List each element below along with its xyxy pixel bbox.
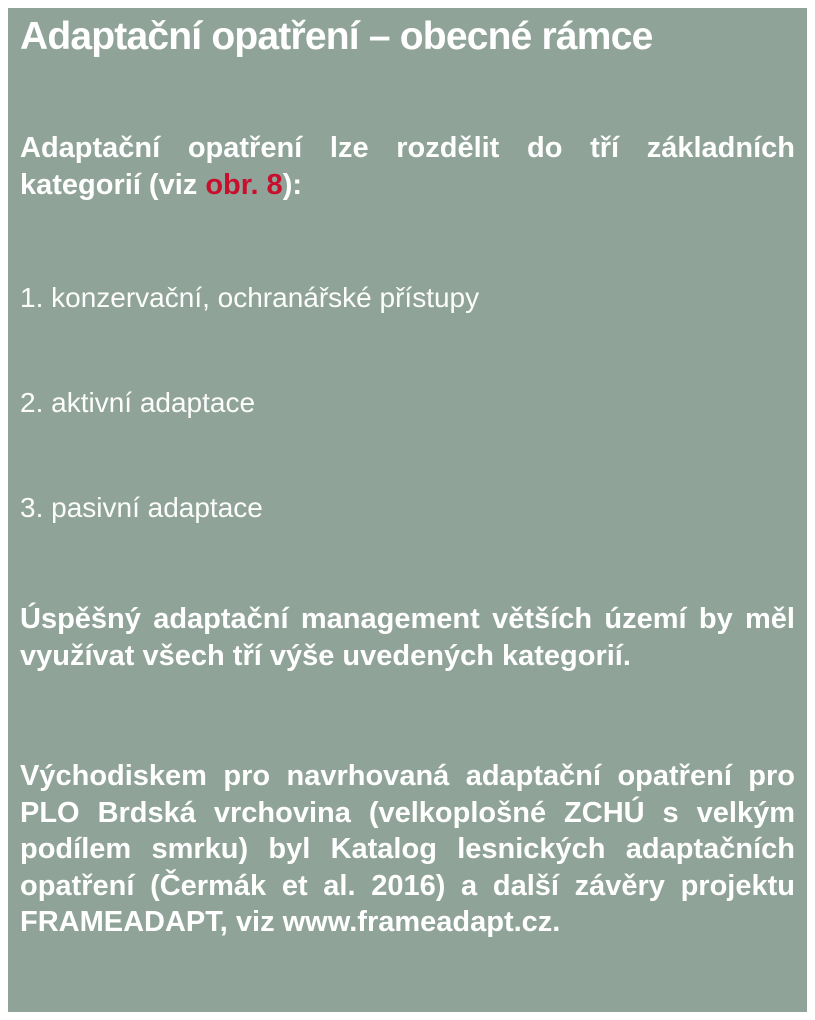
- list-item-label: 3. pasivní adaptace: [20, 492, 263, 523]
- info-box: [8, 8, 807, 1012]
- source-paragraph: [20, 758, 795, 941]
- box-title: Adaptační opatření – obecné rámce: [20, 15, 653, 58]
- list-item-label: 1. konzervační, ochranářské přístupy: [20, 282, 480, 313]
- list-item: [20, 280, 795, 316]
- list-item: [20, 490, 795, 526]
- figure-reference-link[interactable]: obr. 8: [205, 169, 283, 201]
- intro-paragraph: [20, 130, 795, 204]
- management-paragraph: [20, 601, 795, 675]
- list-item: [20, 385, 795, 421]
- intro-text-end: ):: [282, 169, 303, 201]
- list-item-label: 2. aktivní adaptace: [20, 387, 256, 418]
- source-text: Východiskem pro navrhovaná adaptační opatření pro PLO Brdská vrchovina (velkoplošné ZCHÚ s velkým podílem smrku) byl Katalog lesnických adaptačních opatření (Čermák et al. 2016) a další závěry projektu FRAMEADAPT, viz www.frameadapt.cz.: [20, 760, 795, 938]
- management-text: Úspěšný adaptační management větších území by měl využívat všech tří výše uvedených kategorií.: [20, 603, 795, 672]
- intro-text: Adaptační opatření lze rozdělit do tří základních kategorií (viz: [20, 132, 795, 201]
